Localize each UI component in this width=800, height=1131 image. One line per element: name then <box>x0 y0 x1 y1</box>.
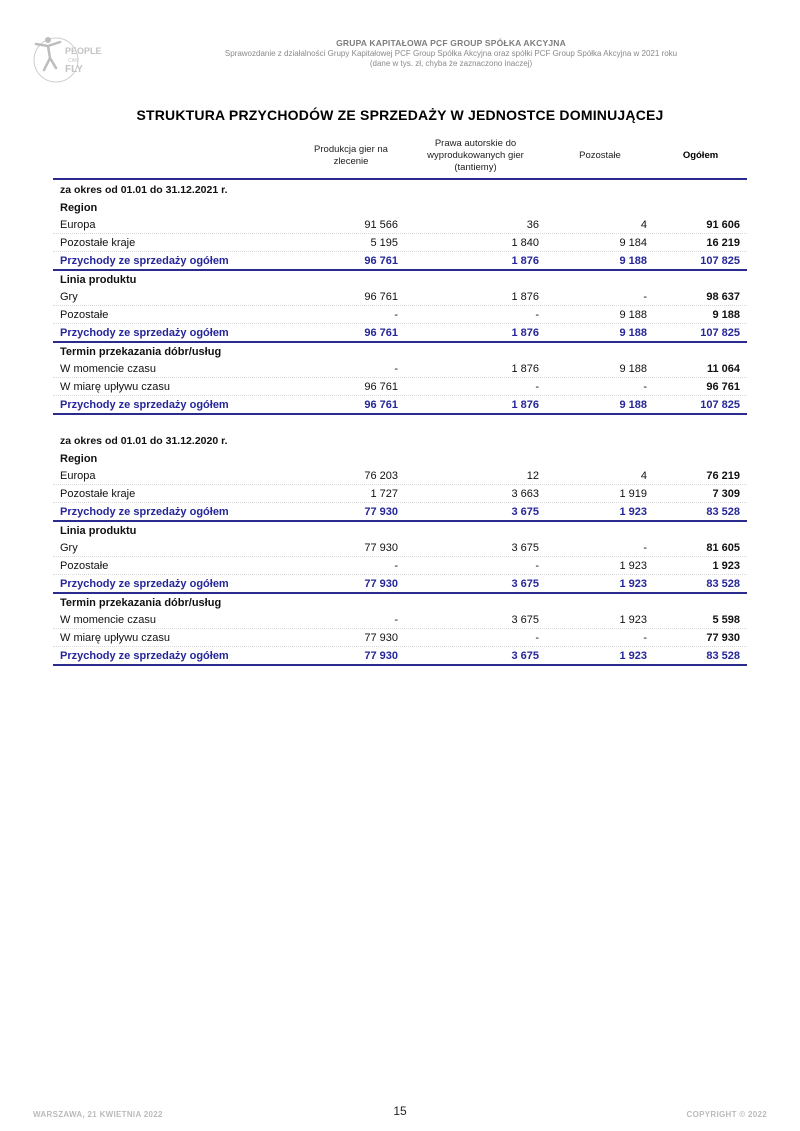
cell-c4: 83 528 <box>706 649 740 662</box>
row-label: Przychody ze sprzedaży ogółem <box>60 326 229 339</box>
report-subtitle: Sprawozdanie z działalności Grupy Kapitałowej PCF Group Spółka Akcyjna oraz spółki PCF Group Spółka Akcyjna w 2021 roku <box>224 49 678 58</box>
cell-c2: 36 <box>526 218 539 231</box>
column-header-royalties: Prawa autorskie do wyprodukowanych gier (tantiemy) <box>427 138 524 173</box>
table-row <box>53 611 747 629</box>
cell-c4: 83 528 <box>706 577 740 590</box>
cell-c2: 1 840 <box>511 236 539 249</box>
cell-c3: 9 188 <box>619 326 647 339</box>
table-header <box>53 134 747 178</box>
section-heading-row <box>53 594 747 611</box>
cell-c2: 1 876 <box>511 290 539 303</box>
cell-c1: 77 930 <box>364 541 398 554</box>
cell-c2: 1 876 <box>511 254 539 267</box>
cell-c1: 5 195 <box>370 236 398 249</box>
cell-c4: 91 606 <box>706 218 740 231</box>
cell-c2: - <box>535 308 539 321</box>
total-row <box>53 647 747 666</box>
section-heading-row <box>53 199 747 216</box>
flying-person-logo-icon <box>32 30 102 86</box>
cell-c3: 4 <box>640 469 647 482</box>
section-heading-row <box>53 522 747 539</box>
row-label: Przychody ze sprzedaży ogółem <box>60 398 229 411</box>
table-row <box>53 288 747 306</box>
page-number: 15 <box>393 1104 407 1118</box>
column-header-contract-production: Produkcja gier na zlecenie <box>314 144 388 167</box>
row-label: Gry <box>60 290 78 303</box>
row-label: Region <box>60 201 98 214</box>
total-row <box>53 503 747 522</box>
row-label: Pozostałe kraje <box>60 487 136 500</box>
cell-c3: - <box>643 541 647 554</box>
total-row <box>53 324 747 343</box>
row-label: Przychody ze sprzedaży ogółem <box>60 254 229 267</box>
cell-c4: 5 598 <box>712 613 740 626</box>
svg-text:FLY: FLY <box>65 64 83 75</box>
period-heading-row <box>53 180 747 199</box>
cell-c4: 77 930 <box>706 631 740 644</box>
row-label: Pozostałe kraje <box>60 236 136 249</box>
cell-c1: 77 930 <box>364 505 398 518</box>
table-row <box>53 539 747 557</box>
row-label: W momencie czasu <box>60 362 156 375</box>
total-row <box>53 396 747 415</box>
cell-c1: - <box>394 613 398 626</box>
section-heading-row <box>53 271 747 288</box>
column-header-other: Pozostałe <box>579 150 621 161</box>
row-label: Pozostałe <box>60 308 109 321</box>
cell-c2: 1 876 <box>511 398 539 411</box>
document-header <box>150 38 752 68</box>
row-label: W momencie czasu <box>60 613 156 626</box>
cell-c2: 1 876 <box>511 326 539 339</box>
table-row <box>53 629 747 647</box>
cell-c3: 1 923 <box>619 613 647 626</box>
row-label: W miarę upływu czasu <box>60 380 171 393</box>
cell-c4: 9 188 <box>712 308 740 321</box>
table-row <box>53 557 747 575</box>
cell-c4: 81 605 <box>706 541 740 554</box>
column-header-total: Ogółem <box>682 150 719 161</box>
page-title: STRUKTURA PRZYCHODÓW ZE SPRZEDAŻY W JEDNOSTCE DOMINUJĄCEJ <box>136 107 664 123</box>
cell-c3: - <box>643 290 647 303</box>
cell-c4: 96 761 <box>706 380 740 393</box>
svg-text:PEOPLE: PEOPLE <box>65 46 102 56</box>
table-row <box>53 360 747 378</box>
cell-c1: 76 203 <box>364 469 398 482</box>
row-label: Termin przekazania dóbr/usług <box>60 345 222 358</box>
units-note: (dane w tys. zł, chyba że zaznaczono inaczej) <box>369 59 533 68</box>
row-label: Linia produktu <box>60 524 137 537</box>
row-label: Europa <box>60 218 96 231</box>
section-spacer <box>53 415 747 431</box>
cell-c4: 107 825 <box>700 326 740 339</box>
company-name: GRUPA KAPITAŁOWA PCF GROUP SPÓŁKA AKCYJNA <box>336 38 566 48</box>
section-heading-row <box>53 343 747 360</box>
cell-c3: 9 188 <box>619 254 647 267</box>
cell-c4: 16 219 <box>706 236 740 249</box>
footer-place-date: WARSZAWA, 21 KWIETNIA 2022 <box>33 1110 163 1119</box>
cell-c1: 96 761 <box>364 254 398 267</box>
cell-c2: 3 675 <box>511 541 539 554</box>
cell-c4: 107 825 <box>700 254 740 267</box>
section-heading-row <box>53 450 747 467</box>
cell-c3: 9 188 <box>619 362 647 375</box>
row-label: za okres od 01.01 do 31.12.2020 r. <box>60 434 228 447</box>
cell-c1: 96 761 <box>364 326 398 339</box>
cell-c1: - <box>394 559 398 572</box>
cell-c2: 3 663 <box>511 487 539 500</box>
total-row <box>53 252 747 271</box>
table-row <box>53 378 747 396</box>
cell-c2: 3 675 <box>511 649 539 662</box>
row-label: W miarę upływu czasu <box>60 631 171 644</box>
row-label: Linia produktu <box>60 273 137 286</box>
cell-c3: 1 923 <box>619 577 647 590</box>
cell-c1: 96 761 <box>364 398 398 411</box>
row-label: Termin przekazania dóbr/usług <box>60 596 222 609</box>
row-label: Pozostałe <box>60 559 109 572</box>
cell-c3: 9 184 <box>619 236 647 249</box>
cell-c4: 11 064 <box>706 362 740 375</box>
cell-c3: 9 188 <box>619 398 647 411</box>
table-body <box>53 180 747 666</box>
period-heading-row <box>53 431 747 450</box>
cell-c4: 107 825 <box>700 398 740 411</box>
cell-c2: 3 675 <box>511 577 539 590</box>
cell-c2: - <box>535 380 539 393</box>
cell-c2: 1 876 <box>511 362 539 375</box>
row-label: za okres od 01.01 do 31.12.2021 r. <box>60 183 228 196</box>
table-row <box>53 467 747 485</box>
row-label: Europa <box>60 469 96 482</box>
cell-c2: 12 <box>526 469 539 482</box>
cell-c4: 83 528 <box>706 505 740 518</box>
cell-c1: 96 761 <box>364 290 398 303</box>
row-label: Przychody ze sprzedaży ogółem <box>60 649 229 662</box>
table-row <box>53 234 747 252</box>
total-row <box>53 575 747 594</box>
cell-c1: - <box>394 362 398 375</box>
cell-c4: 76 219 <box>706 469 740 482</box>
row-label: Gry <box>60 541 78 554</box>
company-logo <box>32 30 102 86</box>
cell-c4: 98 637 <box>706 290 740 303</box>
cell-c3: 4 <box>640 218 647 231</box>
cell-c1: 77 930 <box>364 649 398 662</box>
cell-c2: 3 675 <box>511 613 539 626</box>
row-label: Region <box>60 452 98 465</box>
cell-c1: - <box>394 308 398 321</box>
cell-c1: 77 930 <box>364 577 398 590</box>
cell-c3: 1 923 <box>619 505 647 518</box>
cell-c2: - <box>535 631 539 644</box>
table-row <box>53 306 747 324</box>
cell-c3: 1 919 <box>619 487 647 500</box>
cell-c2: 3 675 <box>511 505 539 518</box>
table-row <box>53 485 747 503</box>
cell-c1: 1 727 <box>370 487 398 500</box>
cell-c3: 1 923 <box>619 559 647 572</box>
row-label: Przychody ze sprzedaży ogółem <box>60 505 229 518</box>
footer-copyright: COPYRIGHT © 2022 <box>686 1110 767 1119</box>
cell-c3: 9 188 <box>619 308 647 321</box>
cell-c3: 1 923 <box>619 649 647 662</box>
svg-text:CAN: CAN <box>68 58 79 64</box>
cell-c3: - <box>643 631 647 644</box>
cell-c2: - <box>535 559 539 572</box>
cell-c3: - <box>643 380 647 393</box>
cell-c1: 77 930 <box>364 631 398 644</box>
cell-c1: 91 566 <box>364 218 398 231</box>
revenue-structure-table <box>53 134 747 666</box>
cell-c1: 96 761 <box>364 380 398 393</box>
row-label: Przychody ze sprzedaży ogółem <box>60 577 229 590</box>
cell-c4: 1 923 <box>712 559 740 572</box>
table-row <box>53 216 747 234</box>
cell-c4: 7 309 <box>712 487 740 500</box>
